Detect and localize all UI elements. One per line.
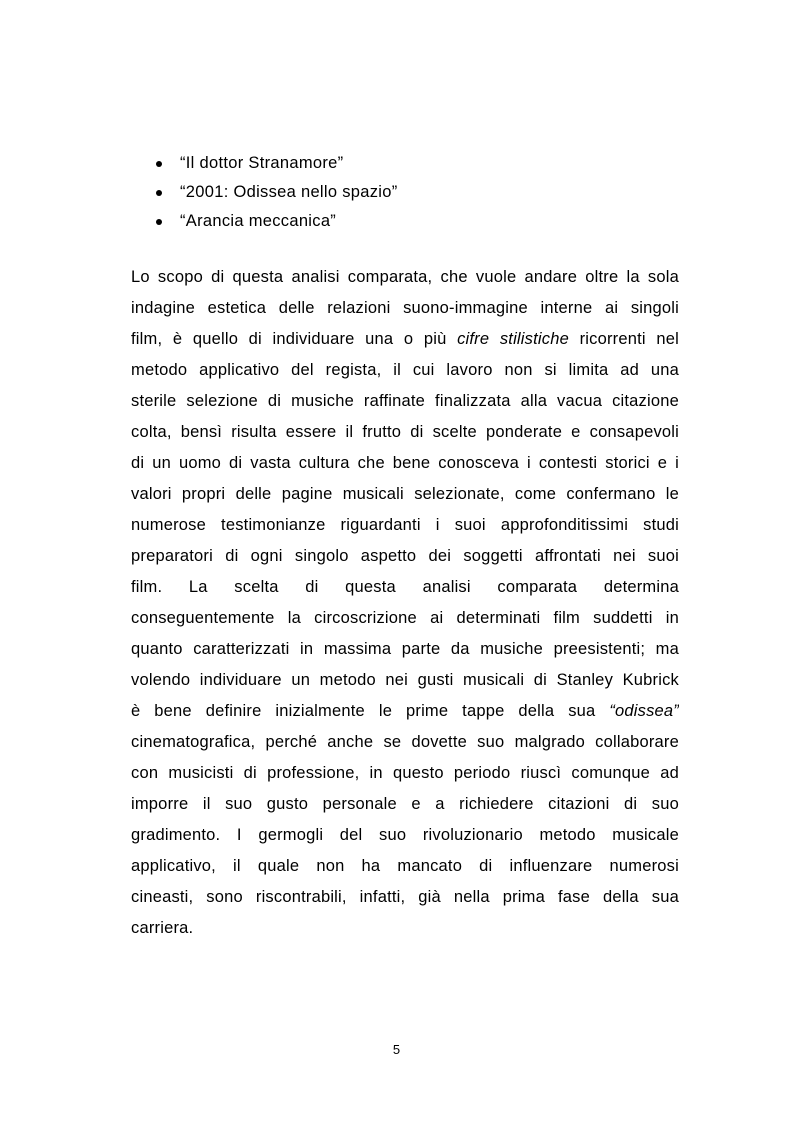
- paragraph-line: cinematografica, perché anche se dovette suo malgrado collaborare: [131, 733, 679, 751]
- paragraph-line: metodo applicativo del regista, il cui lavoro non si limita ad una: [131, 361, 679, 379]
- bullet-text: “Il dottor Stranamore”: [180, 154, 344, 172]
- bullet-text: “2001: Odissea nello spazio”: [180, 183, 398, 201]
- paragraph-line: colta, bensì risulta essere il frutto di scelte ponderate e consapevoli: [131, 423, 679, 441]
- paragraph-line: conseguentemente la circoscrizione ai determinati film suddetti in: [131, 609, 679, 627]
- paragraph-line: applicativo, il quale non ha mancato di influenzare numerosi: [131, 857, 679, 875]
- paragraph-line: Lo scopo di questa analisi comparata, che vuole andare oltre la sola: [131, 268, 679, 286]
- paragraph-line: volendo individuare un metodo nei gusti musicali di Stanley Kubrick: [131, 671, 679, 689]
- paragraph-line: cineasti, sono riscontrabili, infatti, già nella prima fase della sua: [131, 888, 679, 906]
- paragraph-line: valori propri delle pagine musicali selezionate, come confermano le: [131, 485, 679, 503]
- italic-phrase: “odissea”: [609, 702, 679, 720]
- film-bullet-list: [156, 149, 398, 236]
- paragraph-line: preparatori di ogni singolo aspetto dei soggetti affrontati nei suoi: [131, 547, 679, 565]
- paragraph-line: di un uomo di vasta cultura che bene conosceva i contesti storici e i: [131, 454, 679, 472]
- bullet-dot-icon: [156, 161, 162, 167]
- paragraph-line: gradimento. I germogli del suo rivoluzionario metodo musicale: [131, 826, 679, 844]
- paragraph-line: sterile selezione di musiche raffinate finalizzata alla vacua citazione: [131, 392, 679, 410]
- italic-phrase: cifre stilistiche: [457, 330, 569, 348]
- list-item: [156, 149, 398, 178]
- paragraph-line: film, è quello di individuare una o più cifre stilistiche ricorrenti nel: [131, 330, 679, 348]
- paragraph-line: è bene definire inizialmente le prime tappe della sua “odissea”: [131, 702, 679, 720]
- list-item: [156, 178, 398, 207]
- paragraph-line: indagine estetica delle relazioni suono-immagine interne ai singoli: [131, 299, 679, 317]
- paragraph-line-last: carriera.: [131, 919, 194, 937]
- paragraph-line: imporre il suo gusto personale e a richiedere citazioni di suo: [131, 795, 679, 813]
- bullet-text: “Arancia meccanica”: [180, 212, 337, 230]
- page-number: 5: [392, 1042, 401, 1057]
- paragraph-line: numerose testimonianze riguardanti i suoi approfonditissimi studi: [131, 516, 679, 534]
- paragraph-line: film. La scelta di questa analisi comparata determina: [131, 578, 679, 596]
- paragraph-line: con musicisti di professione, in questo periodo riuscì comunque ad: [131, 764, 679, 782]
- paragraph-line: quanto caratterizzati in massima parte da musiche preesistenti; ma: [131, 640, 679, 658]
- bullet-dot-icon: [156, 190, 162, 196]
- body-paragraph: [131, 262, 679, 944]
- bullet-dot-icon: [156, 219, 162, 225]
- list-item: [156, 207, 398, 236]
